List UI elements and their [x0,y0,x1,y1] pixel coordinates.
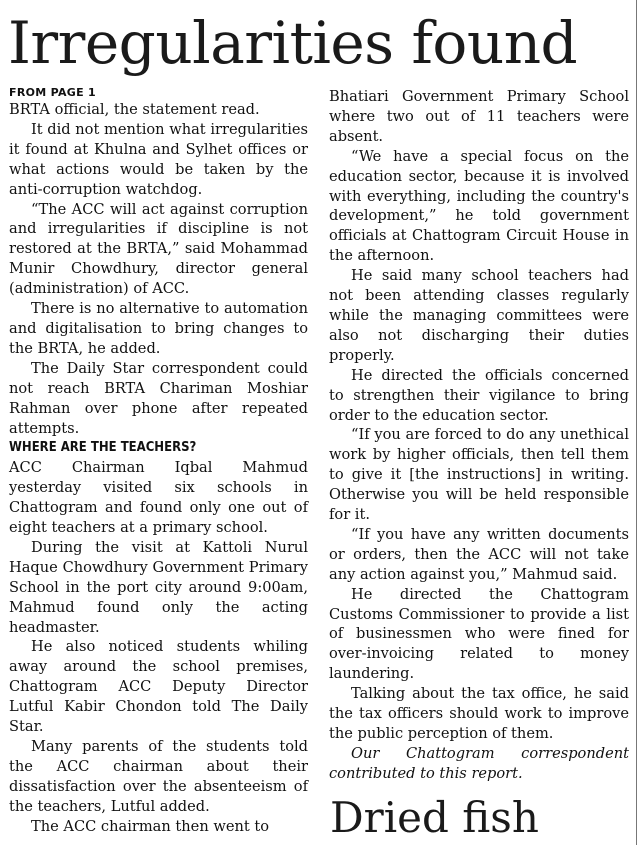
paragraph: “If you have any written documents or orders, then the ACC will not take any action against you,” Mahmud said. [329,525,629,583]
paragraph: “We have a special focus on the education sector, because it is involved with everything, including the country's development,” he told government officials at Chattogram Circuit House in the afternoon. [329,147,629,265]
subhead: WHERE ARE THE TEACHERS? [9,440,197,456]
paragraph: Bhatiari Government Primary School where two out of 11 teachers were absent. [329,88,629,145]
paragraph: BRTA official, the statement read. [9,101,260,118]
paragraph: ACC Chairman Iqbal Mahmud yesterday visited six schools in Chattogram and found only one out of eight teachers at a primary school. [9,459,308,537]
paragraph: The ACC chairman then went to [31,817,270,835]
paragraph: He directed the officials concerned to strengthen their vigilance to bring order to the education sector. [329,366,629,424]
paragraph: “If you are forced to do any unethical work by higher officials, then tell them to give it [the instructions] in writing. Otherwise you will be held responsible for it. [329,426,629,524]
paragraph: It did not mention what irregularities it found at Khulna and Sylhet offices or what actions would be taken by the anti-corruption watchdog. [9,120,308,198]
paragraph: He also noticed students whiling away around the school premises, Chattogram ACC Deputy Director Lutful Kabir Chondon told The Daily Star. [9,638,308,736]
paragraph: During the visit at Kattoli Nurul Haque Chowdhury Government Primary School in the port city around 9:00am, Mahmud found only the acting headmaster. [9,538,308,636]
paragraph: He directed the Chattogram Customs Commissioner to provide a list of businessmen who were fined for over-invoicing related to money laundering. [329,585,629,683]
paragraph: “The ACC will act against corruption and irregularities if discipline is not restored at the BRTA,” said Mohammad Munir Chowdhury, director general (administration) of ACC. [9,200,308,298]
next-headline: Dried fish [330,793,539,842]
paragraph: There is no alternative to automation and digitalisation to bring changes to the BRTA, he added. [9,300,308,357]
paragraph: Talking about the tax office, he said the tax officers should work to improve the public perception of them. [329,685,629,742]
headline: Irregularities found [8,9,578,77]
paragraph: The Daily Star correspondent could not reach BRTA Chariman Moshiar Rahman over phone after repeated attempts. [9,359,308,437]
left-column [9,86,308,837]
credit-line: Our Chattogram correspondent contributed to this report. [329,744,629,782]
kicker: FROM PAGE 1 [9,86,97,99]
paragraph: He said many school teachers had not been attending classes regularly while the managing committees were also not discharging their duties properly. [329,267,629,364]
paragraph: Many parents of the students told the ACC chairman about their dissatisfaction over the absenteeism of the teachers, Lutful added. [9,738,308,815]
right-column [329,87,629,784]
column-rule [636,0,637,845]
